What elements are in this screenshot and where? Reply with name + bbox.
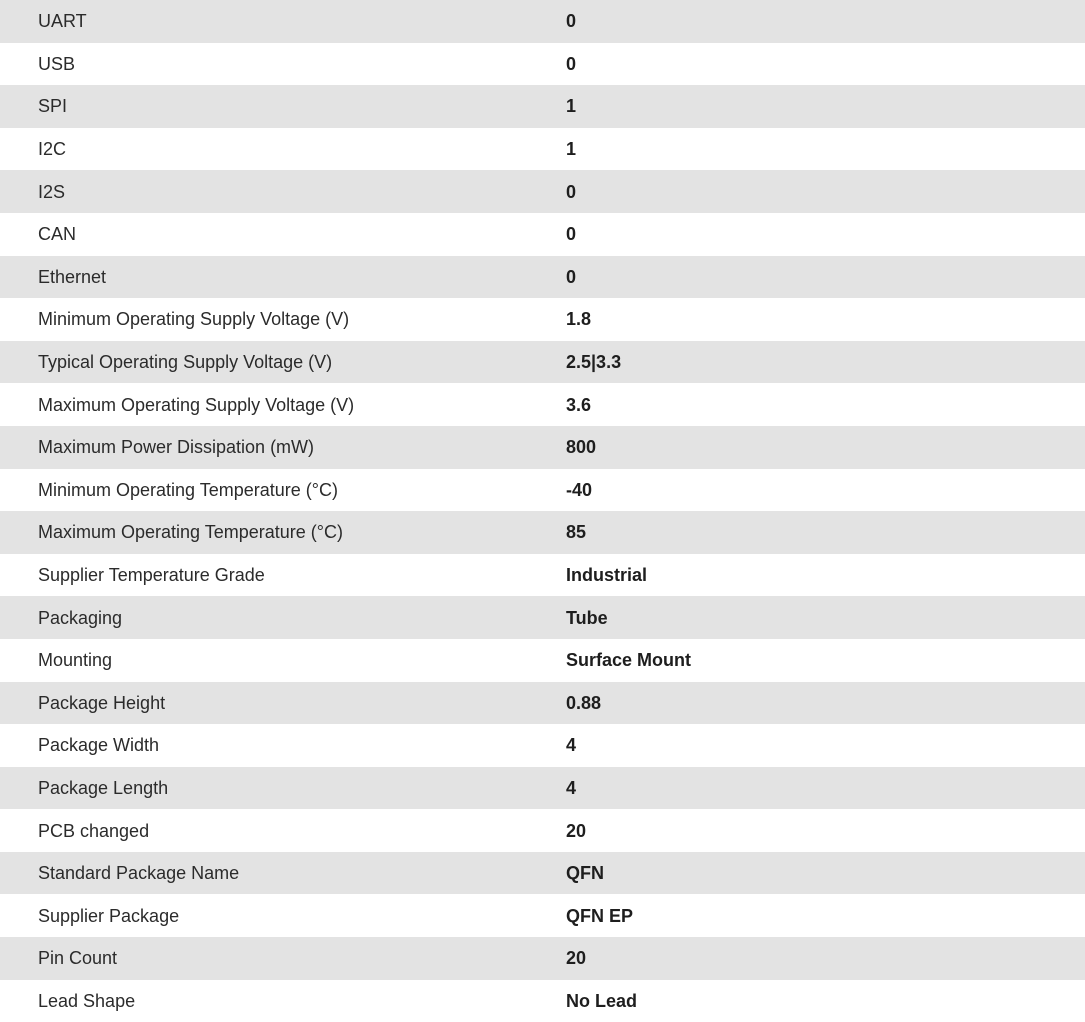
spec-value: 0 [566,170,1085,213]
spec-label: I2C [0,128,566,171]
table-row [0,596,1085,639]
table-row [0,426,1085,469]
table-row [0,170,1085,213]
spec-label: Typical Operating Supply Voltage (V) [0,341,566,384]
table-row [0,894,1085,937]
spec-label: USB [0,43,566,86]
table-row [0,0,1085,43]
spec-label: Mounting [0,639,566,682]
spec-value: 85 [566,511,1085,554]
spec-value: 2.5|3.3 [566,341,1085,384]
spec-label: Package Length [0,767,566,810]
table-row [0,724,1085,767]
spec-label: Lead Shape [0,980,566,1022]
spec-value: QFN [566,852,1085,895]
table-row [0,128,1085,171]
spec-label: Package Height [0,682,566,725]
table-row [0,511,1085,554]
table-row [0,682,1085,725]
spec-label: Maximum Operating Temperature (°C) [0,511,566,554]
spec-value: No Lead [566,980,1085,1022]
spec-value: 1 [566,85,1085,128]
spec-value: Industrial [566,554,1085,597]
table-row [0,85,1085,128]
spec-label: Maximum Power Dissipation (mW) [0,426,566,469]
spec-label: Package Width [0,724,566,767]
table-row [0,554,1085,597]
spec-label: Maximum Operating Supply Voltage (V) [0,383,566,426]
table-row [0,383,1085,426]
spec-value: 800 [566,426,1085,469]
spec-value: 20 [566,937,1085,980]
table-row [0,937,1085,980]
spec-value: 4 [566,724,1085,767]
spec-value: Surface Mount [566,639,1085,682]
table-row [0,341,1085,384]
spec-value: 3.6 [566,383,1085,426]
spec-label: Minimum Operating Temperature (°C) [0,469,566,512]
spec-value: -40 [566,469,1085,512]
table-row [0,298,1085,341]
spec-label: I2S [0,170,566,213]
spec-value: 0.88 [566,682,1085,725]
spec-label: Standard Package Name [0,852,566,895]
spec-label: Ethernet [0,256,566,299]
table-row [0,852,1085,895]
table-row [0,43,1085,86]
spec-label: PCB changed [0,809,566,852]
table-row [0,809,1085,852]
table-row [0,213,1085,256]
spec-value: 0 [566,213,1085,256]
spec-label: Supplier Package [0,894,566,937]
spec-label: Pin Count [0,937,566,980]
table-row [0,256,1085,299]
spec-value: 1 [566,128,1085,171]
spec-label: Packaging [0,596,566,639]
spec-value: 0 [566,43,1085,86]
spec-value: 0 [566,256,1085,299]
table-row [0,980,1085,1022]
spec-value: 0 [566,0,1085,43]
spec-label: Minimum Operating Supply Voltage (V) [0,298,566,341]
spec-value: 1.8 [566,298,1085,341]
table-row [0,767,1085,810]
spec-label: Supplier Temperature Grade [0,554,566,597]
spec-label: CAN [0,213,566,256]
table-row [0,639,1085,682]
table-row [0,469,1085,512]
spec-label: SPI [0,85,566,128]
spec-label: UART [0,0,566,43]
spec-value: QFN EP [566,894,1085,937]
spec-value: Tube [566,596,1085,639]
spec-value: 20 [566,809,1085,852]
spec-value: 4 [566,767,1085,810]
